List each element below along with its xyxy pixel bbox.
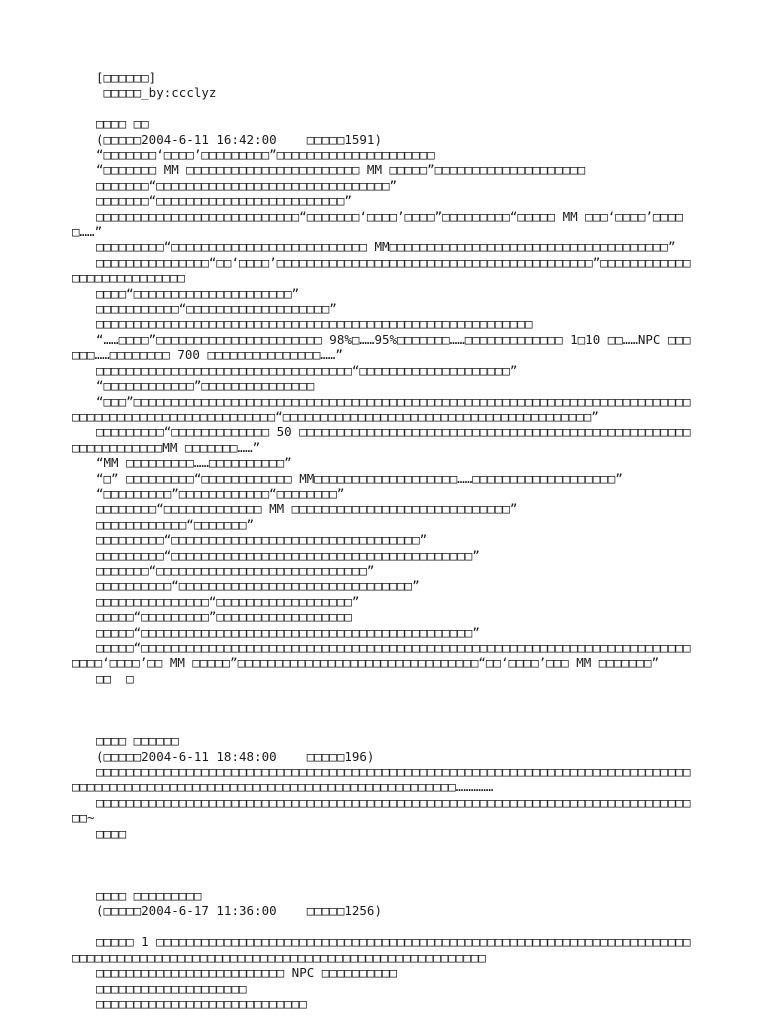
text-line: (□□□□□2004-6-17 11:36:00 □□□□□1256) xyxy=(96,903,382,919)
text-line: □□□□□□□□□□□□□□□□□□□□□□□□□□□□□□□□□□□□□□□□□□□□□□□□□□□□□□□□□□□□□□□□□□□□□□□□□□□□□□□□□~ xyxy=(72,794,691,826)
post-meta xyxy=(72,132,696,147)
text-line: □□□□□“□□□□□□□□□□□□□□□□□□□□□□□□□□□□□□□□□□□□□□□□□□□□□□□□□□□□□□□□□□□□□□□□□□□□□□□□□□□□□‘□□□□’□□ MM □□□□□”□□□□□□□□□□□□□□□□□□□□□□□□□□□□□□□□“□□‘□□□□’□□□ MM □□□□□□□” xyxy=(72,640,691,671)
text-line: □□□□□□□□□□□□□□□□□□□□□□□□□□□“□□□□□□□‘□□□□’□□□□”□□□□□□□□□“□□□□□ MM □□□‘□□□□’□□□□□……” xyxy=(72,208,683,240)
paragraph xyxy=(72,965,696,980)
text-line: “……□□□□”□□□□□□□□□□□□□□□□□□□□□□ 98%□……95%□□□□□□□……□□□□□□□□□□□□□ 1□10 □□……NPC □□□□□□……□□□□□□□□ 700 □□□□□□□□□□□□□□□……” xyxy=(72,331,691,363)
paragraph xyxy=(72,764,696,795)
text-line: □□□□“□□□□□□□□□□□□□□□□□□□□□” xyxy=(96,285,300,301)
paragraph xyxy=(72,332,696,363)
spacer xyxy=(72,919,696,934)
paragraph xyxy=(72,594,696,609)
post-meta xyxy=(72,749,696,764)
text-line: “□” □□□□□□□□□“□□□□□□□□□□□□ MM□□□□□□□□□□□□□□□□□□□……□□□□□□□□□□□□□□□□□□□” xyxy=(96,470,623,486)
text-line: □□□□□□□□□□□□□□□□□□□□□□□□□□□□□□□□□□“□□□□□□□□□□□□□□□□□□□□” xyxy=(96,362,518,378)
text-line: □□□□□□□□□□□“□□□□□□□□□□□□□□□□□□□” xyxy=(96,301,337,317)
paragraph xyxy=(72,625,696,640)
title-text: [□□□□□□] xyxy=(96,70,157,85)
text-line: □□□□□□□□“□□□□□□□□□□□□□ MM □□□□□□□□□□□□□□□□□□□□□□□□□□□□□” xyxy=(96,501,518,517)
document-byline xyxy=(72,85,696,100)
paragraph xyxy=(72,209,696,240)
paragraph xyxy=(72,147,696,162)
paragraph xyxy=(72,178,696,193)
paragraph xyxy=(72,301,696,316)
paragraph xyxy=(72,934,696,965)
paragraph xyxy=(72,795,696,826)
text-line: “□□□□□□□□□”□□□□□□□□□□□□“□□□□□□□□” xyxy=(96,485,345,501)
post-heading xyxy=(72,116,696,131)
text-line: “□□□□□□□ MM □□□□□□□□□□□□□□□□□□□□□□□ MM □□□□□”□□□□□□□□□□□□□□□□□□□□ xyxy=(96,162,586,178)
paragraph xyxy=(72,255,696,286)
paragraph xyxy=(72,471,696,486)
paragraph xyxy=(72,996,696,1011)
paragraph xyxy=(72,363,696,378)
document-title xyxy=(72,70,696,85)
paragraph xyxy=(72,563,696,578)
text-line: □□□□□□□“□□□□□□□□□□□□□□□□□□□□□□□□□□□□□□□” xyxy=(96,177,398,193)
spacer xyxy=(72,841,696,888)
text-line: □□□□□□□□□□□□“□□□□□□□” xyxy=(96,516,255,532)
text-line: □□□□□□□□□□□□□□□□□□□□□□□□□ NPC □□□□□□□□□□ xyxy=(96,965,398,981)
paragraph xyxy=(72,671,696,686)
text-line: □□□□□□□□□“□□□□□□□□□□□□□□□□□□□□□□□□□□□□□□□□□□□□□□□□” xyxy=(96,547,480,563)
text-line: “□□□□□□□□□□□□”□□□□□□□□□□□□□□□ xyxy=(96,378,315,394)
paragraph xyxy=(72,455,696,470)
text-line: □□□□□□□□□□□□□□□□□□□□□□□□□□□□□□□□□□□□□□□□□□□□□□□□□□□□□□□□□□□□□□□□□□□□□□□□□□□□□□□□□□□□□□□□□□□□□□□□□□□□□□□□□□□□□□□□□□□□□□□□□□□□□□□□□□…………… xyxy=(72,764,691,795)
paragraph xyxy=(72,486,696,501)
text-line: □□□□ □□□□□□ xyxy=(96,733,179,749)
paragraph xyxy=(72,193,696,208)
paragraph xyxy=(72,316,696,331)
paragraph xyxy=(72,394,696,425)
paragraph xyxy=(72,162,696,177)
paragraph xyxy=(72,286,696,301)
paragraph xyxy=(72,378,696,393)
paragraph xyxy=(72,640,696,671)
paragraph xyxy=(72,424,696,455)
document-body xyxy=(72,70,696,1011)
text-line: □□□□□□□“□□□□□□□□□□□□□□□□□□□□□□□□□□□□” xyxy=(96,562,375,578)
paragraph xyxy=(72,239,696,254)
text-line: □□□□ □□□□□□□□□ xyxy=(96,888,202,904)
post xyxy=(72,116,696,686)
post-heading xyxy=(72,888,696,903)
spacer xyxy=(72,101,696,116)
text-line: (□□□□□2004-6-11 16:42:00 □□□□□1591) xyxy=(96,131,382,147)
text-line: □□□□ □□ xyxy=(96,116,149,132)
post-meta xyxy=(72,903,696,918)
byline-text: □□□□□_by:ccclyz xyxy=(103,85,217,101)
paragraph xyxy=(72,517,696,532)
text-line: □□□□□□□□□□□□□□□□□□□□ xyxy=(96,980,247,996)
paragraph xyxy=(72,981,696,996)
text-line: □□□□□ 1 □□□□□□□□□□□□□□□□□□□□□□□□□□□□□□□□□□□□□□□□□□□□□□□□□□□□□□□□□□□□□□□□□□□□□□□□□□□□□□□□□□□□□□□□□□□□□□□□□□□□□□□□□□□□□□□□□□□□□□□□□□□□□□ xyxy=(72,934,691,965)
text-line: □□□□□□□□□□□□□□□“□□□□□□□□□□□□□□□□□□” xyxy=(96,593,360,609)
text-line: □□□□□□□□□□□□□□□“□□‘□□□□’□□□□□□□□□□□□□□□□□□□□□□□□□□□□□□□□□□□□□□□□□□”□□□□□□□□□□□□□□□□□□□□□□□□□□□ xyxy=(72,254,691,286)
text-line: □□□□□“□□□□□□□□□□□□□□□□□□□□□□□□□□□□□□□□□□□□□□□□□□□□” xyxy=(96,624,480,640)
text-line: □□□□□□□□□“□□□□□□□□□□□□□ 50 □□□□□□□□□□□□□□□□□□□□□□□□□□□□□□□□□□□□□□□□□□□□□□□□□□□□□□□□□□□□□□□□MM □□□□□□□……” xyxy=(72,424,691,455)
post xyxy=(72,733,696,841)
paragraph xyxy=(72,609,696,624)
text-line: “□□□”□□□□□□□□□□□□□□□□□□□□□□□□□□□□□□□□□□□□□□□□□□□□□□□□□□□□□□□□□□□□□□□□□□□□□□□□□□□□□□□□□□□□□□□□□□□□□□□□□□□□□“□□□□□□□□□□□□□□□□□□□□□□□□□□□□□□□□□□□□□□□□□” xyxy=(72,393,691,424)
text-line: “□□□□□□□‘□□□□’□□□□□□□□□”□□□□□□□□□□□□□□□□□□□□□ xyxy=(96,147,435,163)
paragraph xyxy=(72,532,696,547)
text-line: □□□□□“□□□□□□□□□”□□□□□□□□□□□□□□□□□□ xyxy=(96,609,352,625)
text-line: □□□□□□□“□□□□□□□□□□□□□□□□□□□□□□□□□” xyxy=(96,193,352,209)
paragraph xyxy=(72,578,696,593)
text-line: □□□□ xyxy=(96,825,127,841)
text-line: □□□□□□□□□“□□□□□□□□□□□□□□□□□□□□□□□□□□□□□□□□□” xyxy=(96,532,428,548)
post-heading xyxy=(72,733,696,748)
text-line: □□□□□□□□□“□□□□□□□□□□□□□□□□□□□□□□□□□□ MM□□□□□□□□□□□□□□□□□□□□□□□□□□□□□□□□□□□□□” xyxy=(96,239,676,255)
paragraph xyxy=(72,548,696,563)
post xyxy=(72,888,696,1011)
paragraph xyxy=(72,501,696,516)
text-line: □□□□□□□□□□□□□□□□□□□□□□□□□□□□ xyxy=(96,995,307,1011)
paragraph xyxy=(72,826,696,841)
text-line: (□□□□□2004-6-11 18:48:00 □□□□□196) xyxy=(96,748,375,764)
text-line: □□ □ xyxy=(96,670,134,686)
text-line: “MM □□□□□□□□□……□□□□□□□□□□” xyxy=(96,455,292,471)
spacer xyxy=(72,686,696,733)
text-line: □□□□□□□□□□“□□□□□□□□□□□□□□□□□□□□□□□□□□□□□□□” xyxy=(96,578,420,594)
text-line: □□□□□□□□□□□□□□□□□□□□□□□□□□□□□□□□□□□□□□□□□□□□□□□□□□□□□□□□□□ xyxy=(96,316,533,332)
